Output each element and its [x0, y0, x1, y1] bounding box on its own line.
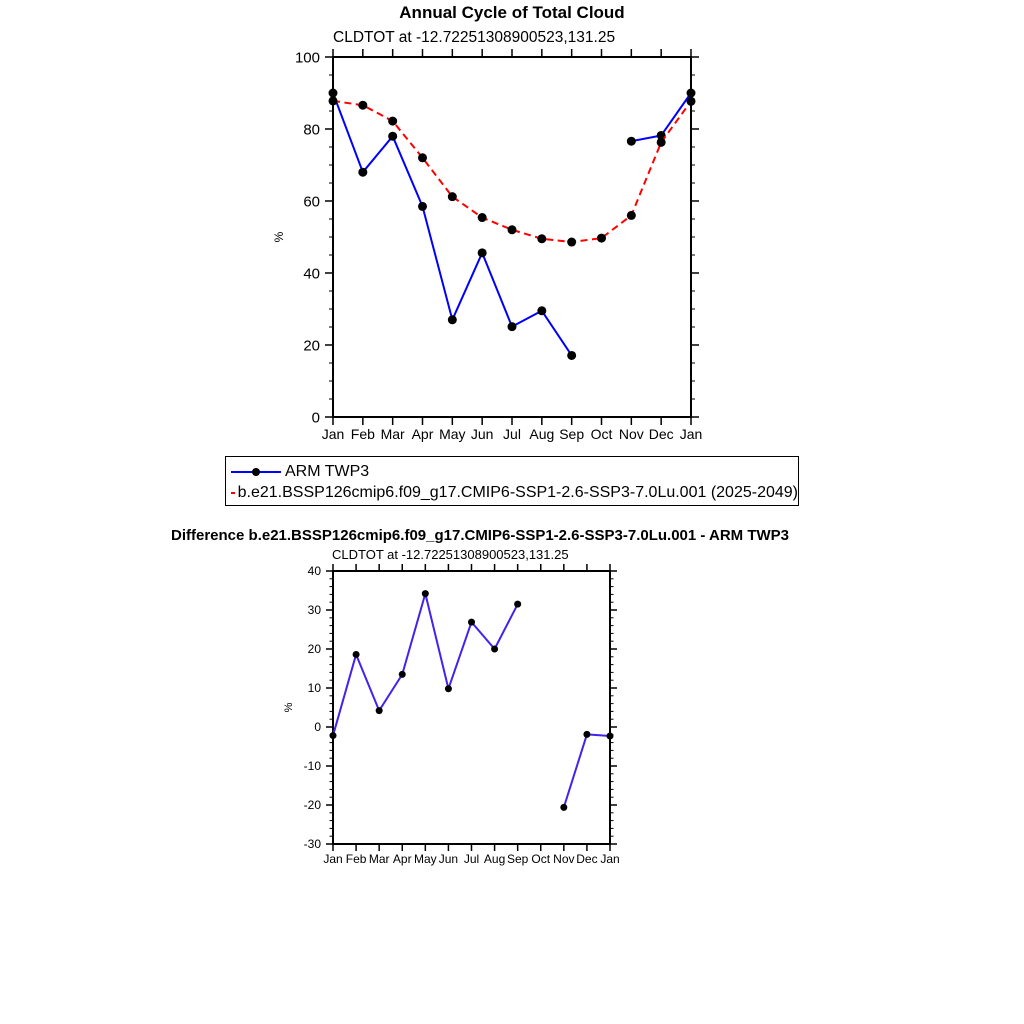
data-point	[537, 234, 546, 243]
y-tick-label: 10	[307, 681, 321, 696]
data-point	[607, 732, 614, 739]
annual-cycle-chart	[262, 40, 732, 452]
x-tick-label: May	[439, 426, 466, 442]
x-tick-label: Jul	[503, 426, 521, 442]
plot-frame	[333, 57, 691, 417]
chart-legend	[225, 456, 799, 506]
data-point	[567, 351, 576, 360]
data-point	[687, 89, 696, 98]
y-tick-label: 0	[311, 409, 320, 427]
x-tick-label: May	[413, 852, 437, 866]
y-tick-label: 40	[303, 265, 320, 283]
x-tick-label: Sep	[506, 852, 529, 866]
x-tick-label: Oct	[590, 426, 613, 442]
x-tick-label: Nov	[618, 426, 644, 442]
data-point	[358, 101, 367, 110]
y-tick-label: 40	[307, 564, 321, 579]
difference-chart-subtitle: CLDTOT at -12.72251308900523,131.25	[332, 547, 569, 562]
x-tick-label: Jan	[600, 852, 620, 866]
data-point	[399, 671, 406, 678]
data-point	[448, 192, 457, 201]
legend-label-obs: ARM TWP3	[285, 462, 370, 480]
data-point	[330, 732, 337, 739]
y-tick-label: 100	[294, 49, 320, 67]
x-tick-label: Jul	[463, 852, 480, 866]
x-tick-label: Aug	[483, 852, 506, 866]
series-line	[333, 594, 518, 736]
data-point	[388, 117, 397, 126]
data-point	[560, 804, 567, 811]
x-tick-label: Feb	[345, 852, 367, 866]
x-tick-label: Feb	[350, 426, 375, 442]
x-tick-label: Jun	[470, 426, 494, 442]
annual-cycle-title: Annual Cycle of Total Cloud	[399, 3, 625, 22]
data-point	[567, 238, 576, 247]
x-tick-label: Mar	[368, 852, 390, 866]
x-tick-label: Aug	[529, 426, 555, 442]
x-tick-label: Apr	[392, 852, 412, 866]
data-point	[358, 168, 367, 177]
data-point	[583, 731, 590, 738]
legend-line-sample-obs	[230, 464, 282, 480]
y-tick-label: 60	[303, 193, 320, 211]
difference-chart	[262, 558, 662, 878]
series-line	[333, 101, 691, 242]
x-tick-label: Nov	[553, 852, 575, 866]
x-tick-label: Jan	[679, 426, 703, 442]
difference-chart-title: Difference b.e21.BSSP126cmip6.f09_g17.CMIP6-SSP1-2.6-SSP3-7.0Lu.001 - ARM TWP3	[171, 527, 790, 544]
data-point	[627, 137, 636, 146]
legend-line-sample-model	[230, 485, 235, 501]
y-tick-label: 30	[307, 603, 321, 618]
annual-cycle-subtitle: CLDTOT at -12.72251308900523,131.25	[333, 29, 616, 46]
data-point	[627, 211, 636, 220]
data-point	[508, 225, 517, 234]
x-tick-label: Oct	[531, 852, 551, 866]
x-tick-label: Apr	[411, 426, 434, 442]
y-tick-label: 0	[314, 720, 321, 735]
y-tick-label: 80	[303, 121, 320, 139]
data-point	[376, 707, 383, 714]
y-axis-label: %	[272, 231, 286, 243]
legend-item-model	[230, 482, 798, 503]
data-point	[537, 306, 546, 315]
data-point	[418, 202, 427, 211]
legend-label-model: b.e21.BSSP126cmip6.f09_g17.CMIP6-SSP1-2.6-SSP3-7.0Lu.001 (2025-2049)	[237, 483, 798, 501]
data-point	[329, 96, 338, 105]
data-point	[422, 590, 429, 597]
y-axis-label: %	[283, 702, 295, 713]
x-tick-label: Sep	[559, 426, 585, 442]
data-point	[478, 248, 487, 257]
x-tick-label: Jan	[323, 852, 343, 866]
data-point	[597, 234, 606, 243]
data-point	[445, 685, 452, 692]
series-line	[564, 734, 610, 807]
data-point	[491, 646, 498, 653]
legend-marker-obs	[252, 468, 260, 476]
plot-frame	[333, 571, 610, 844]
legend-item-obs	[230, 461, 798, 482]
data-point	[687, 97, 696, 106]
data-point	[514, 601, 521, 608]
y-tick-label: -10	[303, 759, 321, 774]
x-tick-label: Jun	[438, 852, 459, 866]
data-point	[418, 153, 427, 162]
x-tick-label: Dec	[576, 852, 598, 866]
y-tick-label: -30	[303, 837, 321, 852]
data-point	[353, 651, 360, 658]
data-point	[448, 315, 457, 324]
y-tick-label: 20	[307, 642, 321, 657]
data-point	[329, 89, 338, 98]
data-point	[657, 138, 666, 147]
data-point	[468, 619, 475, 626]
x-tick-label: Dec	[648, 426, 674, 442]
x-tick-label: Mar	[380, 426, 405, 442]
y-tick-label: -20	[303, 798, 321, 813]
data-point	[478, 213, 487, 222]
y-tick-label: 20	[303, 337, 320, 355]
data-point	[388, 132, 397, 141]
data-point	[508, 322, 517, 331]
x-tick-label: Jan	[321, 426, 345, 442]
